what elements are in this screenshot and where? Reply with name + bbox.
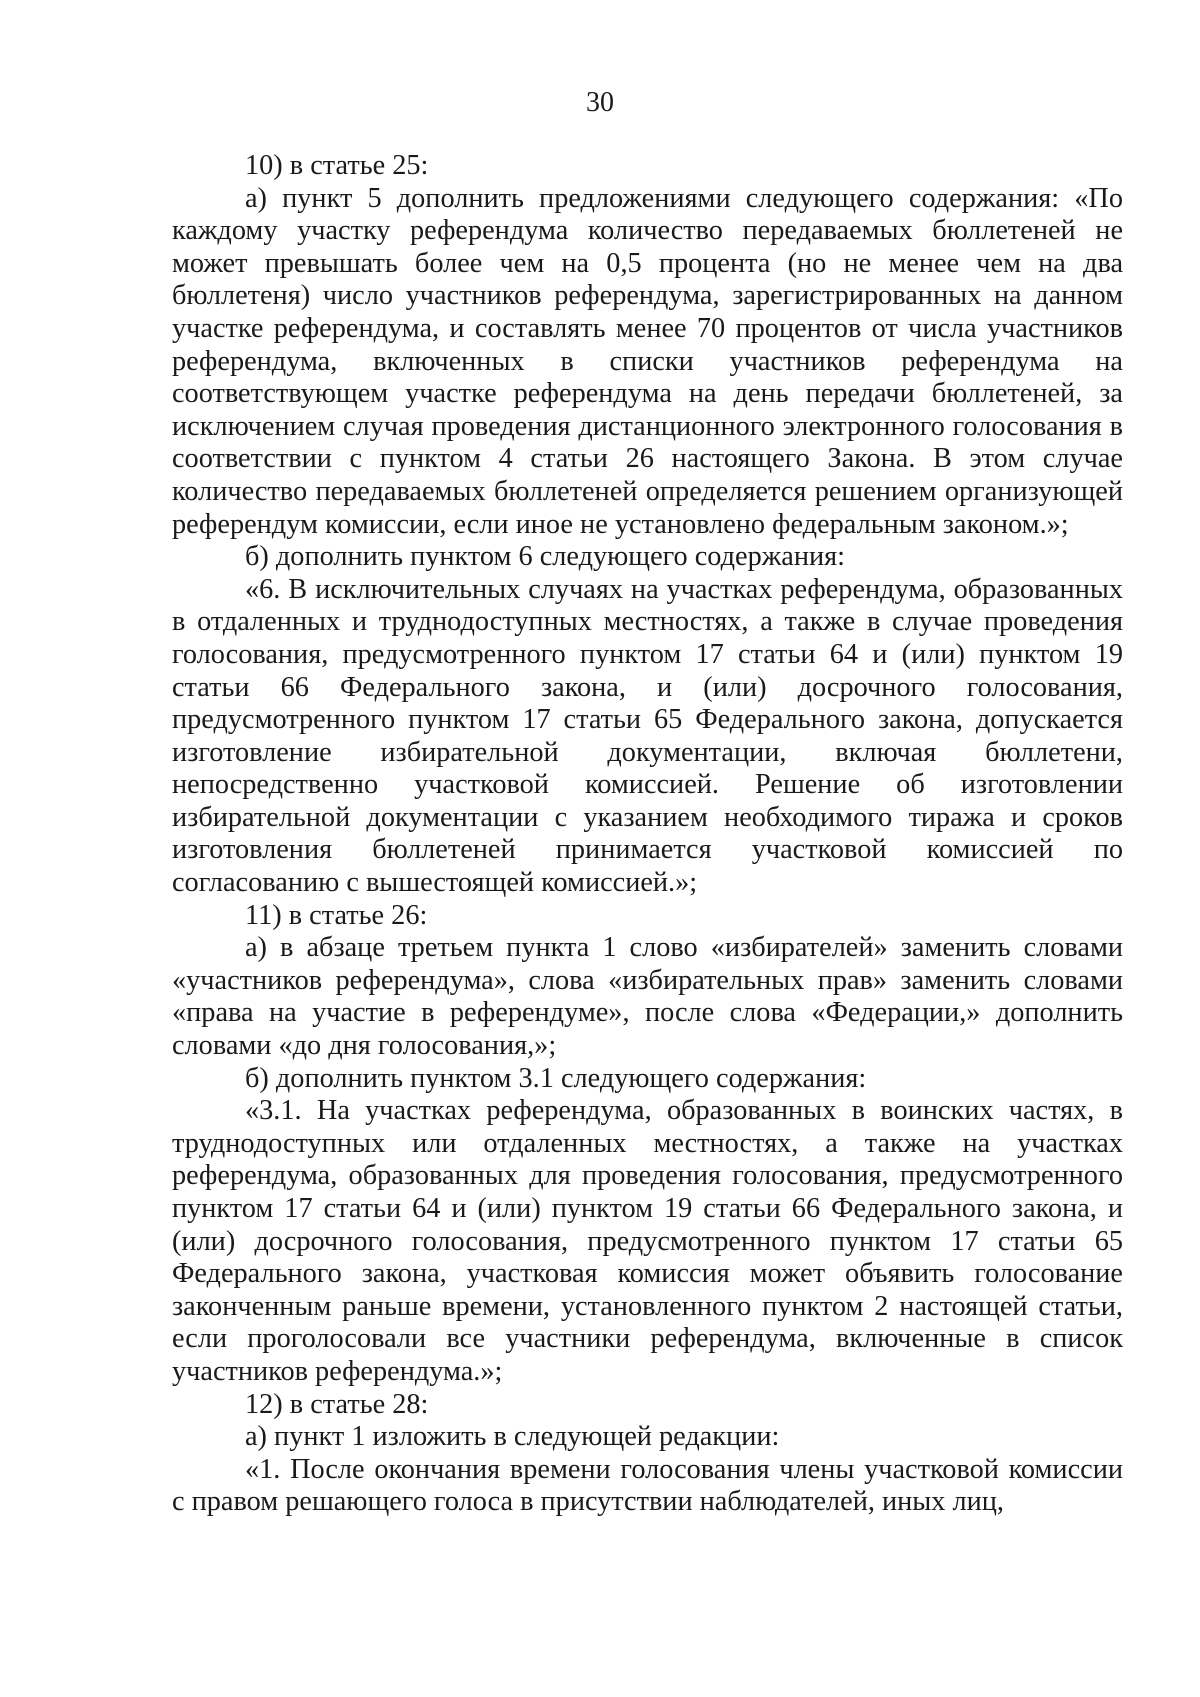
paragraph-article-25-header: 10) в статье 25: [245, 150, 429, 181]
paragraph-article-26-item-a: а) в абзаце третьем пункта 1 слово «избирателей» заменить словами «участников референдума», слова «избирательных прав» заменить словами «права на участие в референдуме», после слова «Федерации,» дополнить словами «до дня голосования,»; [172, 932, 1123, 1062]
paragraph-article-25-item-a: а) пункт 5 дополнить предложениями следующего содержания: «По каждому участку референдума количество передаваемых бюллетеней не может превышать более чем на 0,5 процента (но не менее чем на два бюллетеня) число участников референдума, зарегистрированных на данном участке референдума, и составлять менее 70 процентов от числа участников референдума, включенных в списки участников референдума на соответствующем участке референдума на день передачи бюллетеней, за исключением случая проведения дистанционного электронного голосования в соответствии с пунктом 4 статьи 26 настоящего Закона. В этом случае количество передаваемых бюллетеней определяется решением организующей референдум комиссии, если иное не установлено федеральным законом.»; [172, 182, 1123, 540]
paragraph-article-26-item-b: б) дополнить пунктом 3.1 следующего содержания: [245, 1062, 867, 1094]
paragraph-article-26-header: 11) в статье 26: [245, 899, 428, 931]
paragraph-article-25-item-b: б) дополнить пунктом 6 следующего содержания: [245, 541, 846, 573]
document-body [172, 150, 1123, 1519]
page-number: 30 [586, 87, 614, 118]
paragraph-article-28-point-1: «1. После окончания времени голосования члены участковой комиссии с правом решающего голоса в присутствии наблюдателей, иных лиц, [172, 1453, 1123, 1518]
paragraph-article-26-point-3-1: «3.1. На участках референдума, образованных в воинских частях, в труднодоступных или отдаленных местностях, а также на участках референдума, образованных для проведения голосования, предусмотренного пунктом 17 статьи 64 и (или) пунктом 19 статьи 66 Федерального закона, и (или) досрочного голосования, предусмотренного пунктом 17 статьи 65 Федерального закона, участковая комиссия может объявить голосование законченным раньше времени, установленного пунктом 2 настоящей статьи, если проголосовали все участники референдума, включенные в список участников референдума.»; [172, 1095, 1123, 1387]
paragraph-article-28-item-a: а) пункт 1 изложить в следующей редакции: [245, 1421, 780, 1453]
paragraph-article-28-header: 12) в статье 28: [245, 1388, 429, 1420]
paragraph-article-25-point-6: «6. В исключительных случаях на участках референдума, образованных в отдаленных и труднодоступных местностях, а также в случае проведения голосования, предусмотренного пунктом 17 статьи 64 и (или) пунктом 19 статьи 66 Федерального закона, и (или) досрочного голосования, предусмотренного пунктом 17 статьи 65 Федерального закона, допускается изготовление избирательной документации, включая бюллетени, непосредственно участковой комиссией. Решение об изготовлении избирательной документации с указанием необходимого тиража и сроков изготовления бюллетеней принимается участковой комиссией по согласованию с вышестоящей комиссией.»; [172, 573, 1123, 899]
